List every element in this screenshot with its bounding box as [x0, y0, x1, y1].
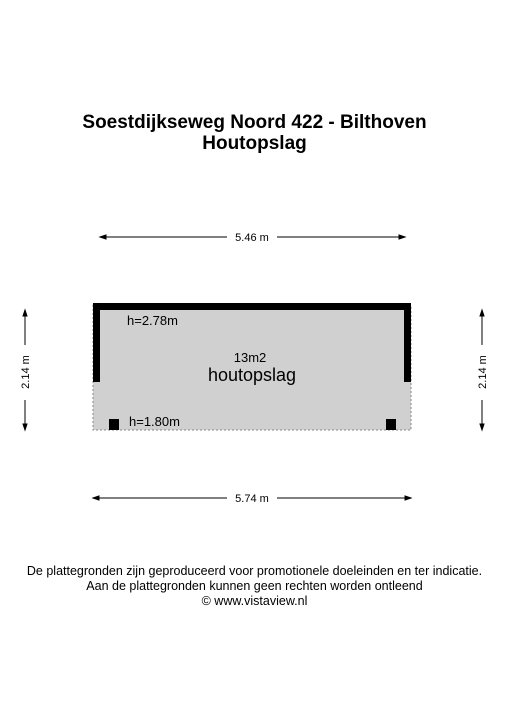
- dimension-bottom-label: 5.74 m: [235, 493, 269, 505]
- disclaimer-line-2: Aan de plattegronden kunnen geen rechten worden ontleend: [86, 579, 423, 593]
- height-label-high: h=2.78m: [127, 313, 178, 328]
- copyright-line: © www.vistaview.nl: [201, 594, 308, 608]
- wall-top: [93, 303, 411, 310]
- room-name-label: houtopslag: [207, 365, 297, 385]
- dimension-top-label: 5.46 m: [235, 232, 269, 244]
- dimension-right-label: 2.14 m: [477, 355, 489, 389]
- room-area-label: 13m2: [233, 350, 267, 365]
- post-right: [386, 419, 396, 430]
- dimension-left-label: 2.14 m: [20, 355, 32, 389]
- disclaimer-line-1: De plattegronden zijn geproduceerd voor promotionele doeleinden en ter indicatie.: [26, 564, 483, 578]
- wall-left: [93, 303, 100, 382]
- height-label-low: h=1.80m: [129, 414, 180, 429]
- plan-address-title: Soestdijkseweg Noord 422 - Bilthoven: [82, 112, 427, 133]
- post-left: [109, 419, 119, 430]
- wall-right: [404, 303, 411, 382]
- plan-floor-title: Houtopslag: [202, 133, 307, 154]
